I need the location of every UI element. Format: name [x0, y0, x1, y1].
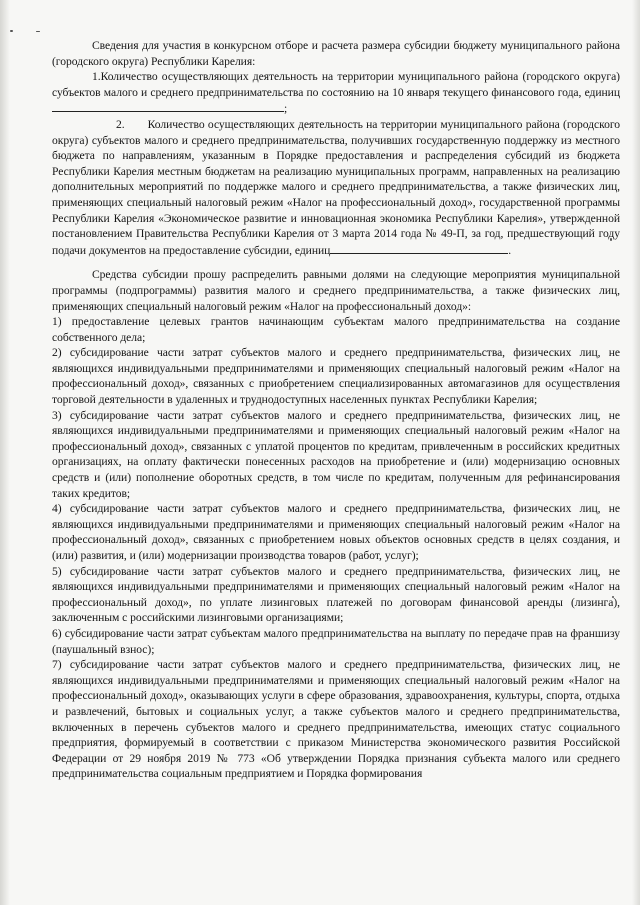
document-heading: Сведения для участия в конкурсном отборе и расчета размера субсидии бюджету муниципального района (городского округа) Республики Карелия: [52, 39, 620, 68]
scan-speck [36, 31, 40, 32]
item-1-blank-field[interactable] [52, 100, 284, 112]
scan-shadow-left [0, 0, 10, 905]
measure-item: 2) субсидирование части затрат субъектов малого и среднего предпринимательства, физических лиц, не являющихся индивидуальными предпринимателями и применяющих специальный налоговый режим «Налог на профессиональный доход», связанных с приобретением специализированных автомагазинов для осуществления торговой деятельности в удаленных и труднодоступных населенных пунктах Республики Карелия; [52, 346, 620, 407]
distribution-intro: Средства субсидии прошу распределить равными долями на следующие мероприятия муниципальной программы (подпрограммы) развития малого и среднего предпринимательства, а также физических лиц, применяющих специальный налоговый режим «Налог на профессиональный доход»: [52, 268, 620, 313]
document-body [52, 38, 620, 782]
measure-item: 5) субсидирование части затрат субъектов малого и среднего предпринимательства, физических лиц, не являющихся индивидуальными предпринимателями и применяющих специальный налоговый режим «Налог на профессиональный доход», по уплате лизинговых платежей по договорам финансовой аренды (лизинга), заключенным с российскими лизинговыми организациями; [52, 564, 620, 625]
item-1-end: ; [284, 102, 288, 116]
item-2-end: . [508, 243, 512, 257]
item-2-blank-field[interactable] [330, 242, 508, 254]
item-1 [52, 69, 620, 117]
item-2 [52, 117, 620, 258]
item-2-text: Количество осуществляющих деятельность на территории муниципального района (городского округа) субъектов малого и среднего предпринимательства, получивших государственную поддержку из местного бюджета по направлениям, указанным в Порядке предоставления и распределения субсидий из бюджета Республики Карелия местным бюджетам на реализацию муниципальных программ, направленных на реализацию дополнительных мероприятий по поддержке малого и среднего предпринимательства, а также физических лиц, применяющих специальный налоговый режим «Налог на профессиональный доход», государственной программы Республики Карелия «Экономическое развитие и инновационная экономика Республики Карелия», утвержденной постановлением Правительства Республики Карелия от 3 марта 2014 года № 49-П, за год, предшествующий году подачи документов на предоставление субсидии, единиц [52, 117, 620, 257]
measure-item: 6) субсидирование части затрат субъектам малого предпринимательства на выплату по передаче прав на франшизу (паушальный взнос); [52, 626, 620, 656]
measure-item: 7) субсидирование части затрат субъектов малого и среднего предпринимательства, физических лиц, не являющихся индивидуальными предпринимателями и применяющих специальный налоговый режим «Налог на профессиональный доход», оказывающих услуги в сфере образования, здравоохранения, культуры, спорта, отдыха и развлечений, бытовых и социальных услуг, а также субъектов малого и среднего предпринимательства, включенных в перечень субъектов малого и среднего предпринимательства, имеющих статус социального предприятия, формируемый в соответствии с приказом Министерства экономического развития Российской Федерации от 29 ноября 2019 № 773 «Об утверждении Порядка признания субъекта малого или среднего предпринимательства социальным предприятием и Порядка формирования [52, 658, 620, 781]
scan-shadow-right [632, 0, 640, 905]
item-1-number: 1. [92, 70, 101, 84]
item-2-number: 2. [116, 117, 125, 131]
measure-item: 1) предоставление целевых грантов начинающим субъектам малого предпринимательства на создание собственного дела; [52, 315, 620, 344]
measure-item: 3) субсидирование части затрат субъектов малого и среднего предпринимательства, физических лиц, не являющихся индивидуальными предпринимателями и применяющих специальный налоговый режим «Налог на профессиональный доход», связанных с уплатой процентов по кредитам, привлеченным в российских кредитных организациях, на оплату фактически понесенных расходов на приобретение и (или) модернизацию основных средств и (или) пополнение оборотных средств, в том числе по кредитам, полученным для рефинансирования таких кредитов; [52, 408, 620, 500]
item-1-text: Количество осуществляющих деятельность на территории муниципального района (городского округа) субъектов малого и среднего предпринимательства по состоянию на 10 января текущего финансового года, единиц [52, 70, 620, 99]
scan-speck [10, 30, 13, 32]
measure-item: 4) субсидирование части затрат субъектов малого и среднего предпринимательства, физических лиц, не являющихся индивидуальными предпринимателями и применяющих специальный налоговый режим «Налог на профессиональный доход», связанных с приобретением новых объектов основных средств в целях создания, и (или) развития, и (или) модернизации производства товаров (работ, услуг); [52, 502, 620, 562]
